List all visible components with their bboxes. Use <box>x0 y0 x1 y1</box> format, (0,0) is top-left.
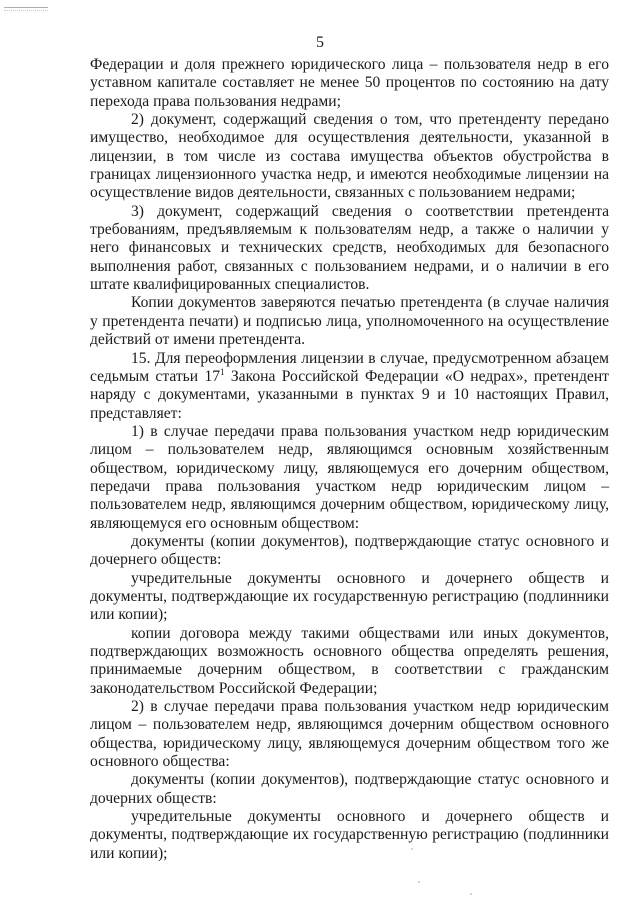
paragraph-15 <box>90 350 609 423</box>
paragraph-item-2: 2) документ, содержащий сведения о том, что претенденту передано имущество, необходимое для осуществления деятельности, указанной в лицензии, в том числе из состава имущества объектов обустройства в границах лицензионного участка недр, и имеются необходимые лицензии на осуществление видов деятельности, связанных с пользованием недрами; <box>90 111 609 202</box>
paragraph-copies-certification: Копии документов заверяются печатью претендента (в случае наличия у претендента печати) и подписью лица, уполномоченного на осуществление действий от имени претендента. <box>90 294 609 349</box>
paragraph-15-item-2-founding-docs: учредительные документы основного и дочернего обществ и документы, подтверждающие их государственную регистрацию (подлинники или копии); <box>90 808 609 862</box>
paragraph-15-text-before: 15. Для переоформления лицензии в случае, предусмотренном абзацем седьмым статьи 17 <box>90 349 609 385</box>
paragraph-15-item-1-contract-copies: копии договора между такими обществами или иных документов, подтверждающих возможность основного общества определять решения, принимаемые дочерним обществом, в соответствии с гражданским законодательством Российской Федерации; <box>90 624 609 697</box>
scan-speck <box>418 881 420 883</box>
scan-speck <box>470 893 472 895</box>
paragraph-15-item-1: 1) в случае передачи права пользования участком недр юридическим лицом – пользователем недр, являющимся основным хозяйственным обществом, юридическому лицу, являющемуся его дочерним обществом, передачи права пользования участком недр юридическим лицом – пользователем недр, являющимся дочерним обществом, юридическому лицу, являющемуся его основным обществом: <box>90 422 609 532</box>
paragraph-15-text-after: Закона Российской Федерации «О недрах», претендент наряду с документами, указанными в пунктах 9 и 10 настоящих Правил, представляет: <box>90 367 609 422</box>
page-number: 5 <box>316 34 324 51</box>
paragraph-15-item-2-status-docs: документы (копии документов), подтверждающие статус основного и дочерних обществ: <box>90 771 609 807</box>
scan-speck <box>411 848 413 850</box>
article-superscript: 1 <box>220 366 225 377</box>
document-body <box>90 56 609 863</box>
paragraph-15-item-2: 2) в случае передачи права пользования участком недр юридическим лицом – пользователем недр, являющимся дочерним обществом основного общества, юридическому лицу, являющемуся дочерним обществом того же основного общества: <box>90 698 609 771</box>
paragraph-15-item-1-status-docs: документы (копии документов), подтверждающие статус основного и дочернего обществ: <box>90 532 609 569</box>
paragraph-15-item-1-founding-docs: учредительные документы основного и дочернего обществ и документы, подтверждающие их государственную регистрацию (подлинники или копии); <box>90 569 609 624</box>
paragraph-continuation: Федерации и доля прежнего юридического лица – пользователя недр в его уставном капитале составляет не менее 50 процентов по состоянию на дату перехода права пользования недрами; <box>90 56 609 110</box>
scan-edge-mark <box>4 7 48 11</box>
paragraph-item-3: 3) документ, содержащий сведения о соответствии претендента требованиям, предъявляемым к пользователям недр, а также о наличии у него финансовых и технических средств, необходимых для безопасного выполнения работ, связанных с пользованием недрами, и о наличии в его штате квалифицированных специалистов. <box>90 202 609 294</box>
